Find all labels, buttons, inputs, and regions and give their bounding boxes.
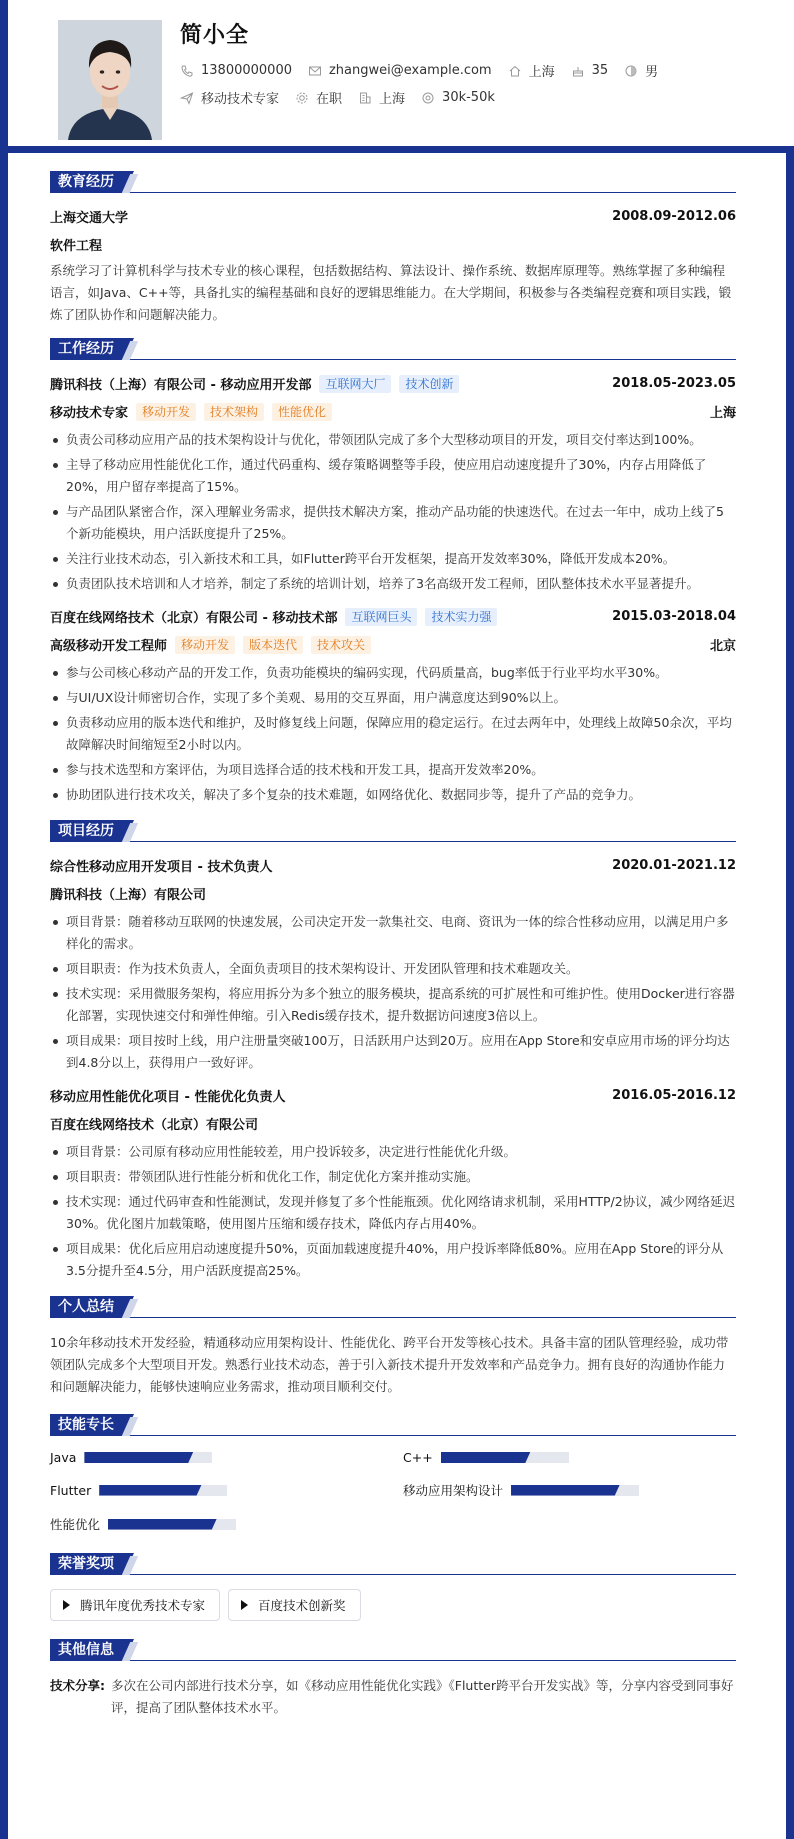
company-tag: 技术创新 (399, 375, 459, 393)
project-name: 移动应用性能优化项目 - 性能优化负责人 (50, 1090, 286, 1105)
skill-item (50, 1481, 383, 1499)
mail-icon (308, 64, 322, 78)
skill-name: Flutter (50, 1482, 92, 1498)
salary-text: 30k-50k (442, 90, 495, 105)
list-item: 负责公司移动应用产品的技术架构设计与优化，带领团队完成了多个大型移动项目的开发，项目交付率达到100%。 (50, 429, 736, 451)
school-name: 上海交通大学 (50, 211, 129, 226)
awards-section (50, 1553, 736, 1621)
work-city-item (358, 88, 405, 107)
project-list (50, 856, 736, 1282)
age-text: 35 (591, 63, 609, 78)
list-item: 参与技术选型和方案评估，为项目选择合适的技术栈和开发工具，提高开发效率20%。 (50, 759, 736, 781)
list-item: 技术实现：采用微服务架构，将应用拆分为多个独立的服务模块，提高系统的可扩展性和可维护性。使用Docker进行容器化部署，实现快速交付和弹性伸缩。引入Redis缓存技术，提升数据访问速度3倍以上。 (50, 983, 736, 1027)
email-text: zhangwei@example.com (328, 63, 492, 78)
list-item: 参与公司核心移动产品的开发工作，负责功能模块的编码实现，代码质量高，bug率低于行业平均水平30%。 (50, 662, 736, 684)
project-company: 腾讯科技（上海）有限公司 (50, 888, 207, 903)
section-header (50, 338, 736, 360)
project-company: 百度在线网络技术（北京）有限公司 (50, 1118, 259, 1133)
project-entry (50, 856, 736, 1074)
skill-level-fill (441, 1452, 531, 1463)
skill-name: C++ (403, 1450, 433, 1465)
education-section (50, 171, 736, 326)
job-role: 移动技术专家 (50, 406, 129, 421)
hometown-item (508, 61, 555, 80)
job-header-row (50, 374, 736, 393)
list-item: 项目职责：带领团队进行性能分析和优化工作，制定优化方案并推动实施。 (50, 1166, 736, 1188)
building-icon (358, 91, 372, 105)
list-item: 负责移动应用的版本迭代和维护，及时修复线上问题，保障应用的稳定运行。在过去两年中，处理线上故障50余次，平均故障解决时间缩短至2小时以内。 (50, 712, 736, 756)
skill-level-bar (99, 1485, 227, 1496)
company-name: 腾讯科技（上海）有限公司 - 移动应用开发部 (50, 378, 312, 393)
job-intent-row (180, 88, 511, 107)
skill-level-bar (441, 1452, 569, 1463)
company-tag: 互联网巨头 (345, 608, 417, 626)
award-item (228, 1589, 361, 1621)
role-tag: 技术攻关 (311, 636, 371, 654)
section-header (50, 1296, 736, 1318)
skill-level-bar (108, 1519, 236, 1530)
role-tag: 性能优化 (272, 403, 332, 421)
list-item: 项目成果：项目按时上线，用户注册量突破100万，日活跃用户达到20万。应用在App Store和安卓应用市场的评分均达到4.8分以上，获得用户一致好评。 (50, 1030, 736, 1074)
skill-level-fill (108, 1519, 217, 1530)
role-tag: 移动开发 (175, 636, 235, 654)
skill-item (50, 1515, 383, 1533)
job-bullets (50, 429, 736, 595)
award-name: 腾讯年度优秀技术专家 (80, 1598, 206, 1613)
gender-icon (624, 64, 638, 78)
education-period: 2008.09-2012.06 (612, 209, 736, 224)
company-name: 百度在线网络技术（北京）有限公司 - 移动技术部 (50, 611, 338, 626)
job-entry (50, 374, 736, 595)
role-tag: 版本迭代 (243, 636, 303, 654)
skill-level-bar (84, 1452, 212, 1463)
skills-section (50, 1414, 736, 1533)
list-item: 与UI/UX设计师密切合作，实现了多个美观、易用的交互界面，用户满意度达到90%以上。 (50, 687, 736, 709)
project-header-row (50, 856, 736, 875)
other-section (50, 1639, 736, 1719)
section-header (50, 1639, 736, 1661)
section-title: 个人总结 (50, 1296, 124, 1318)
section-header (50, 171, 736, 193)
list-item: 项目职责：作为技术负责人，全面负责项目的技术架构设计、开发团队管理和技术难题攻关。 (50, 958, 736, 980)
list-item: 协助团队进行技术攻关，解决了多个复杂的技术难题，如网络优化、数据同步等，提升了产品的竞争力。 (50, 784, 736, 806)
skill-item (50, 1450, 383, 1465)
job-list (50, 374, 736, 806)
job-city: 上海 (709, 406, 736, 421)
list-item: 关注行业技术动态，引入新技术和工具，如Flutter跨平台开发框架，提高开发效率30%，降低开发成本20%。 (50, 548, 736, 570)
other-info-label: 技术分享: (50, 1678, 105, 1693)
section-title: 技能专长 (50, 1414, 124, 1436)
phone-item (180, 63, 292, 78)
hometown-text: 上海 (528, 65, 555, 80)
status-item (295, 88, 342, 107)
section-title: 其他信息 (50, 1639, 124, 1661)
list-item: 项目成果：优化后应用启动速度提升50%，页面加载速度提升40%，用户投诉率降低80%。应用在App Store的评分从3.5分提升至4.5分，用户活跃度提高25%。 (50, 1238, 736, 1282)
play-icon (63, 1600, 70, 1610)
job-city: 北京 (709, 639, 736, 654)
job-role-group (50, 402, 332, 421)
candidate-name: 简小全 (180, 23, 250, 48)
project-header-row (50, 1086, 736, 1105)
job-bullets (50, 662, 736, 806)
other-info-row (50, 1675, 736, 1719)
job-company-group (50, 374, 459, 393)
skill-item (403, 1481, 736, 1499)
job-role: 高级移动开发工程师 (50, 639, 168, 654)
position-item (180, 88, 279, 107)
contact-row (180, 61, 674, 80)
company-tag: 互联网大厂 (319, 375, 391, 393)
section-header (50, 820, 736, 842)
section-title: 工作经历 (50, 338, 124, 360)
role-tag: 技术架构 (204, 403, 264, 421)
role-tag: 移动开发 (136, 403, 196, 421)
job-period: 2015.03-2018.04 (612, 609, 736, 624)
section-title: 项目经历 (50, 820, 124, 842)
award-list (50, 1589, 736, 1621)
list-item: 负责团队技术培训和人才培养，制定了系统的培训计划，培养了3名高级开发工程师，团队整体技术水平显著提升。 (50, 573, 736, 595)
project-period: 2020.01-2021.12 (612, 858, 736, 873)
skill-name: 移动应用架构设计 (403, 1483, 504, 1498)
resume-body (8, 153, 786, 1839)
gear-icon (295, 91, 309, 105)
list-item: 技术实现：通过代码审查和性能测试，发现并修复了多个性能瓶颈。优化网络请求机制，采用HTTP/2协议，减少网络延迟30%。优化图片加载策略，使用图片压缩和缓存技术，降低内存占用40%。 (50, 1191, 736, 1235)
email-item (308, 63, 492, 78)
job-header-row (50, 607, 736, 626)
project-bullets (50, 1141, 736, 1282)
summary-text: 10余年移动技术开发经验，精通移动应用架构设计、性能优化、跨平台开发等核心技术。具备丰富的团队管理经验，成功带领团队完成多个大型项目开发。熟悉行业技术动态，善于引入新技术提升开发效率和产品竞争力。拥有良好的沟通协作能力和问题解决能力，能够快速响应业务需求，推动项目顺利交付。 (50, 1335, 729, 1394)
award-name: 百度技术创新奖 (258, 1598, 346, 1613)
job-entry (50, 607, 736, 806)
skill-level-fill (511, 1485, 620, 1496)
play-icon (241, 1600, 248, 1610)
project-name: 综合性移动应用开发项目 - 技术负责人 (50, 860, 273, 875)
cake-icon (571, 64, 585, 78)
major-name: 软件工程 (50, 239, 103, 254)
skill-name: Java (50, 1450, 77, 1465)
age-item (571, 63, 609, 78)
send-icon (180, 91, 194, 105)
salary-item (421, 90, 495, 105)
job-role-group (50, 635, 371, 654)
award-item (50, 1589, 220, 1621)
phone-text: 13800000000 (201, 63, 292, 78)
job-company-group (50, 607, 497, 626)
list-item: 项目背景：随着移动互联网的快速发展，公司决定开发一款集社交、电商、资讯为一体的综合性移动应用，以满足用户多样化的需求。 (50, 911, 736, 955)
gender-item (624, 61, 658, 80)
work-section (50, 338, 736, 806)
other-info-text: 多次在公司内部进行技术分享，如《移动应用性能优化实践》《Flutter跨平台开发实战》等，分享内容受到同事好评，提高了团队整体技术水平。 (111, 1678, 734, 1715)
section-title: 教育经历 (50, 171, 124, 193)
home-icon (508, 64, 522, 78)
list-item: 与产品团队紧密合作，深入理解业务需求，提供技术解决方案，推动产品功能的快速迭代。在过去一年中，成功上线了5个新功能模块，用户活跃度提升了25%。 (50, 501, 736, 545)
position-text: 移动技术专家 (201, 92, 280, 107)
section-header (50, 1553, 736, 1575)
company-tag: 技术实力强 (425, 608, 497, 626)
project-bullets (50, 911, 736, 1074)
status-text: 在职 (316, 92, 343, 107)
skill-list (50, 1450, 736, 1533)
project-entry (50, 1086, 736, 1282)
education-description: 系统学习了计算机科学与技术专业的核心课程，包括数据结构、算法设计、操作系统、数据库原理等。熟练掌握了多种编程语言，如Java、C++等，具备扎实的编程基础和良好的逻辑思维能力。在大学期间，积极参与各类编程竞赛和项目实践，锻炼了团队协作和问题解决能力。 (50, 263, 732, 322)
section-title: 荣誉奖项 (50, 1553, 124, 1575)
profile-photo (58, 20, 162, 140)
section-header (50, 1414, 736, 1436)
skill-name: 性能优化 (50, 1517, 101, 1532)
skill-level-fill (99, 1485, 201, 1496)
job-period: 2018.05-2023.05 (612, 376, 736, 391)
phone-icon (180, 64, 194, 78)
list-item: 项目背景：公司原有移动应用性能较差，用户投诉较多，决定进行性能优化升级。 (50, 1141, 736, 1163)
projects-section (50, 820, 736, 1282)
profile-header (8, 0, 794, 146)
coin-icon (421, 91, 435, 105)
skill-item (403, 1450, 736, 1465)
list-item: 主导了移动应用性能优化工作，通过代码重构、缓存策略调整等手段，使应用启动速度提升了30%，内存占用降低了20%，用户留存率提高了15%。 (50, 454, 736, 498)
skill-level-bar (511, 1485, 639, 1496)
job-role-row (50, 402, 736, 421)
job-role-row (50, 635, 736, 654)
work-city-text: 上海 (379, 92, 406, 107)
skill-level-fill (84, 1452, 193, 1463)
summary-section (50, 1296, 736, 1398)
gender-text: 男 (645, 65, 659, 80)
project-period: 2016.05-2016.12 (612, 1088, 736, 1103)
